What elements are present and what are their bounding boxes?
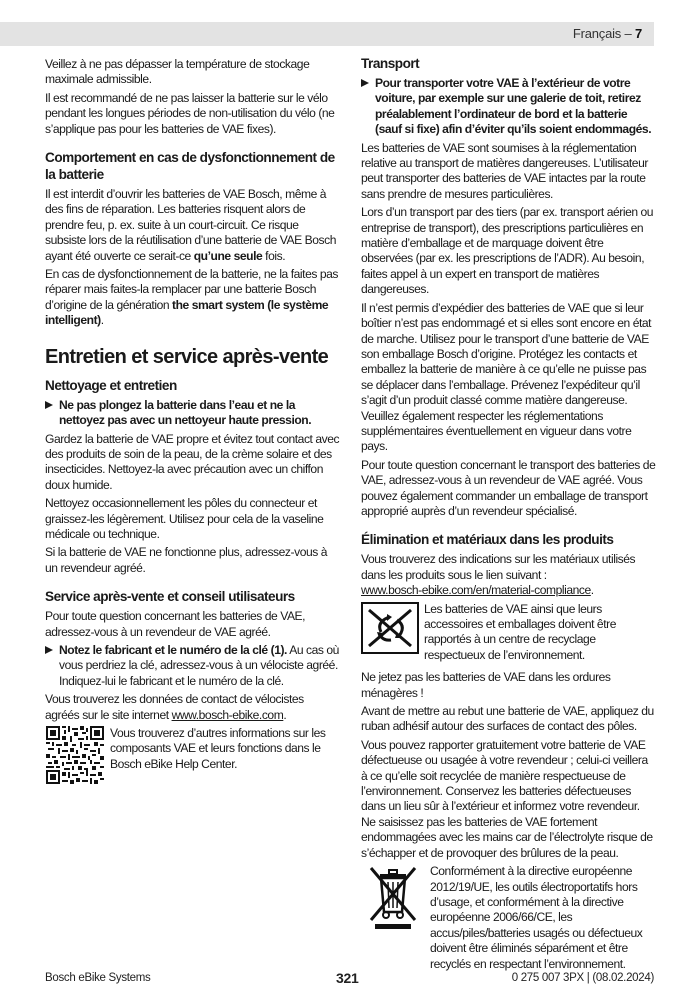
cleaning-warning-bullet [45, 398, 340, 429]
header-language-label: Français [572, 26, 622, 41]
malfunction-paragraph-1 [45, 187, 340, 264]
dealer-contact-end: . [283, 707, 287, 722]
transport-paragraph-3: Il n’est permis d’expédier des batteries de VAE que si leur boîtier n’est pas endommagé et si elles sont encore en état de marche. Utilisez pour le transport d’une batterie de VAE son emballage Bosch d’origine. Protégez les contacts et emballez la batterie de manière à ce qu’elle ne puisse pas se déplacer dans l’emballage. Prévenez l’expéditeur qu’il s’agit d’un produit classé comme matière dangereuse. Veuillez également respecter les réglementations supplémentaires éventuellement en vigueur dans votre pays. [361, 300, 652, 454]
qr-code-icon[interactable] [45, 726, 105, 784]
help-center-row [45, 726, 340, 784]
tape-contacts-paragraph: Avant de mettre au rebut une batterie de VAE, appliquez du ruban adhésif autour des surfaces de contact des pôles. [361, 704, 654, 734]
malfunction-text-c: fois. [262, 248, 286, 263]
header-separator: – [624, 26, 632, 41]
transport-warning-text: Pour transporter votre VAE à l’extérieur de votre voiture, par exemple sur une galerie de toit, retirez préalablement l’ordinateur de bord et la batterie (sauf si fixe) afin d’éviter qu’ils soient endommagés. [375, 76, 652, 137]
left-column [45, 57, 340, 788]
materials-end: . [590, 583, 594, 598]
bullet-arrow-icon [45, 401, 53, 409]
header-bar [0, 22, 654, 46]
dealer-contact-paragraph [45, 692, 340, 723]
transport-warning-bullet [361, 76, 656, 138]
no-household-waste-recycle-icon [361, 602, 419, 654]
aftersales-heading: Service après-vente et conseil utilisateurs [45, 589, 295, 605]
help-center-text: Vous trouverez d’autres informations sur les composants VAE et leurs fonctions dans le Bosch eBike Help Center. [110, 726, 326, 771]
right-column [361, 55, 656, 979]
dealer-contact-text: Vous trouverez les données de contact de vélocistes agréés sur le site internet [45, 692, 304, 722]
service-section-title: Entretien et service après-vente [45, 345, 329, 368]
recycle-text: Les batteries de VAE ainsi que leurs accessoires et emballages doivent être rapportés à un centre de recyclage respectueux de l’environnement. [424, 601, 616, 662]
malfunction-paragraph-2 [45, 267, 340, 329]
cleaning-paragraph-3: Si la batterie de VAE ne fonctionne plus, adressez-vous à un revendeur agréé. [45, 545, 328, 575]
bullet-arrow-icon [361, 79, 369, 87]
replace-text-a: En cas de dysfonctionnement de la batterie, ne la faites pas réparer mais faites-la remplacer par une batterie Bosch d’origine de la génération [45, 267, 339, 312]
bosch-ebike-link[interactable]: www.bosch-ebike.com [171, 707, 284, 722]
recycle-row [361, 602, 656, 667]
smart-system-text: the smart system (le système intelligent) [45, 297, 329, 328]
return-battery-paragraph: Vous pouvez rapporter gratuitement votre batterie de VAE défectueuse ou usagée à votre revendeur ; celui-ci veillera à ce qu’elle soit recyclée de manière respectueuse de l’environnement. Conservez les batteries défectueuses dans un lieu sûr à l’extérieur et informez votre revendeur. Ne saisissez pas les batteries de VAE fortement endommagées avec les mains car de l’électrolyte risque de s’échapper et de provoquer des brûlures de la peau. [361, 737, 653, 860]
materials-paragraph [361, 552, 656, 598]
footer-page-number: 321 [336, 970, 359, 986]
storage-bike-paragraph: Il est recommandé de ne pas laisser la batterie sur le vélo pendant les longues périodes de non-utilisation du vélo (ne s’applique pas pour les batteries de VAE fixes). [45, 90, 335, 136]
malfunction-text-a: Il est interdit d’ouvrir les batteries de VAE Bosch, même à des fins de réparation. Les batteries risquent alors de prendre feu, p. ex. suite à un court-circuit. Ce risque subsiste lors de la réutilisation d’une batterie de VAE Bosch ayant été ouverte ce serait-ce [45, 187, 336, 263]
malfunction-text-bold: qu’une seule [193, 248, 263, 263]
footer-doc-id: 0 275 007 3PX | (08.02.2024) [511, 972, 654, 984]
transport-paragraph-1: Les batteries de VAE sont soumises à la réglementation relative au transport de matières dangereuses. L’utilisateur peut transporter des batteries de VAE intactes par la route sans prendre de mesures particulières. [361, 140, 648, 201]
key-number-bold: Notez le fabricant et le numéro de la clé (1). [59, 642, 287, 657]
header-language [573, 26, 642, 41]
storage-temp-paragraph: Veillez à ne pas dépasser la température de stockage maximale admissible. [45, 57, 310, 87]
transport-paragraph-2: Lors d’un transport par des tiers (par ex. transport aérien ou entreprise de transport), des prescriptions particulières en matière d’emballage et de marquage doivent être observées (par ex. les prescriptions de l’ADR). Au besoin, faites appel à un expert en transport de matières dangereuses. [361, 205, 654, 297]
cleaning-warning-text: Ne pas plongez la batterie dans l’eau et ne la nettoyez pas avec un nettoyeur haute pression. [59, 397, 312, 428]
key-number-bullet [45, 643, 340, 689]
cleaning-paragraph-2: Nettoyez occasionnellement les pôles du connecteur et graissez-les légèrement. Utilisez pour cela de la vaseline médicale ou technique. [45, 496, 324, 541]
key-number-text: Au cas où vous perdriez la clé, adressez-vous à un vélociste agréé. Indiquez-lui le fabricant et le numéro de la clé. [59, 642, 339, 688]
no-household-waste-paragraph: Ne jetez pas les batteries de VAE dans les ordures ménagères ! [361, 670, 611, 700]
weee-text: Conformément à la directive européenne 2012/19/UE, les outils électroportatifs hors d’usage, et conformément à la directive européenne 2006/66/CE, les accus/piles/batteries usagés ou défectueux doivent être éliminés séparément et être recyclés en respectant l’environnement. [430, 864, 643, 971]
disposal-heading: Élimination et matériaux dans les produits [361, 532, 614, 548]
replace-text-c: . [100, 313, 104, 328]
bullet-arrow-icon [45, 646, 53, 654]
transport-heading: Transport [361, 56, 420, 71]
crossed-out-bin-icon [361, 864, 425, 930]
header-page-number: 7 [634, 26, 642, 41]
malfunction-heading: Comportement en cas de dysfonctionnement de la batterie [45, 150, 335, 183]
aftersales-paragraph: Pour toute question concernant les batteries de VAE, adressez-vous à un revendeur de VAE agréé. [45, 609, 306, 639]
transport-paragraph-4: Pour toute question concernant le transport des batteries de VAE, adressez-vous à un revendeur de VAE agréé. Vous pouvez également commander un emballage de transport approprié auprès d’un revendeur spécialisé. [361, 457, 656, 518]
footer-brand: Bosch eBike Systems [45, 972, 151, 984]
materials-text: Vous trouverez des indications sur les matériaux utilisés dans les produits sous le lien suivant : [361, 552, 636, 582]
cleaning-heading: Nettoyage et entretien [45, 377, 177, 393]
material-compliance-link[interactable]: www.bosch-ebike.com/en/material-compliance [361, 583, 591, 598]
cleaning-paragraph-1: Gardez la batterie de VAE propre et évitez tout contact avec des produits de soin de la peau, de la crème solaire et des insecticides. Nettoyez-la avec précaution avec un chiffon doux humide. [45, 431, 340, 492]
weee-row [361, 864, 656, 975]
